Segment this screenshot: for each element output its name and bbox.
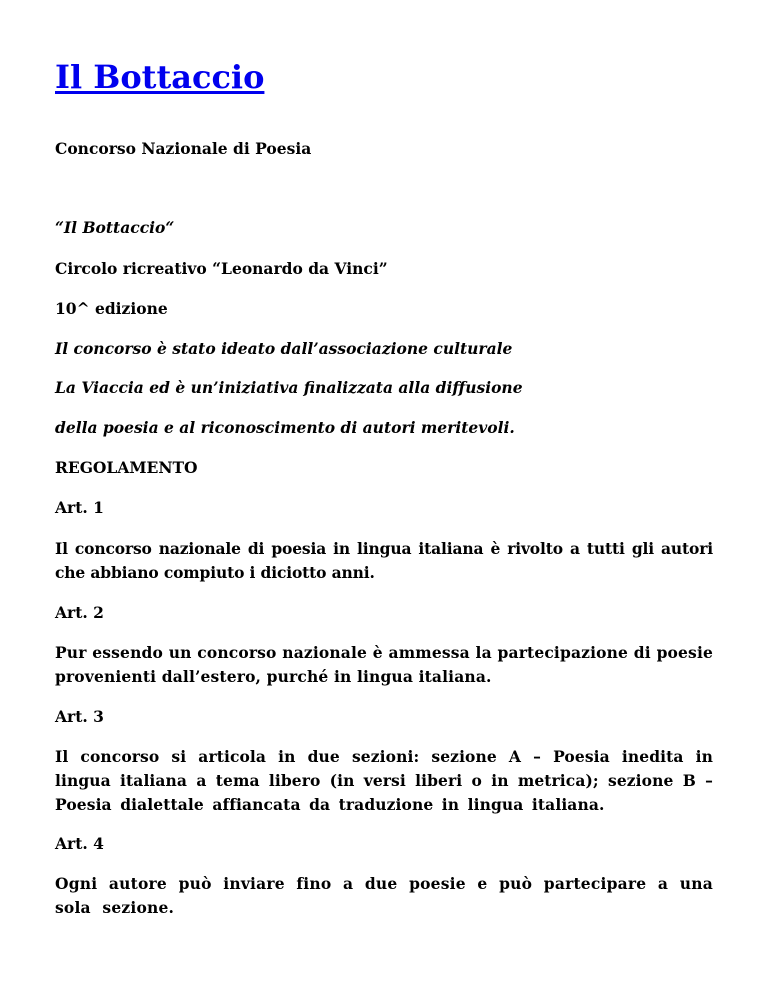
edition-label: 10^ edizione: [55, 299, 168, 318]
article-2-text: Pur essendo un concorso nazionale è ammessa la partecipazione di poesie provenienti dall’estero, purché in lingua italiana.: [55, 643, 713, 686]
description-line-3: della poesia e al riconoscimento di autori meritevoli.: [55, 418, 515, 437]
article-3-text: Il concorso si articola in due sezioni: sezione A – Poesia inedita in lingua italiana a tema libero (in versi liberi o in metrica); sezione B – Poesia dialettale affiancata da traduzione in lingua italiana.: [55, 747, 713, 814]
organizer-circle: Circolo ricreativo “Leonardo da Vinci”: [55, 259, 388, 278]
article-1-label: Art. 1: [55, 498, 104, 517]
rules-heading: REGOLAMENTO: [55, 458, 198, 477]
description-line-2: La Viaccia ed è un’iniziativa finalizzata alla diffusione: [55, 378, 523, 397]
description-line-1: Il concorso è stato ideato dall’associazione culturale: [55, 339, 513, 358]
article-1-text: Il concorso nazionale di poesia in lingua italiana è rivolto a tutti gli autori che abbiano compiuto i diciotto anni.: [55, 539, 713, 582]
contest-name: “Il Bottaccio“: [55, 218, 175, 237]
article-3-label: Art. 3: [55, 707, 104, 726]
contest-title: Concorso Nazionale di Poesia: [55, 139, 312, 158]
article-2-label: Art. 2: [55, 603, 104, 622]
article-4-label: Art. 4: [55, 834, 104, 853]
article-4-text: Ogni autore può inviare fino a due poesie e può partecipare a una sola sezione.: [55, 874, 713, 917]
page-title-link[interactable]: Il Bottaccio: [55, 58, 265, 96]
